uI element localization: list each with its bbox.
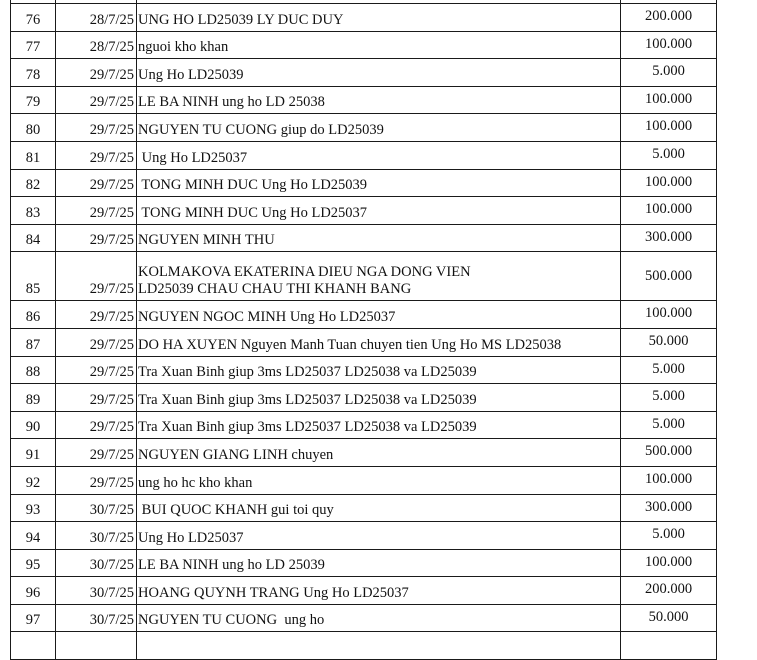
table-row xyxy=(11,384,717,412)
row-amount: 5.000 xyxy=(621,384,717,412)
row-number: 78 xyxy=(11,59,56,87)
cell-partial xyxy=(137,632,621,660)
row-number: 76 xyxy=(11,4,56,32)
row-amount: 100.000 xyxy=(621,169,717,197)
row-description: Ung Ho LD25037 xyxy=(137,141,621,169)
row-description xyxy=(137,252,621,301)
row-number: 77 xyxy=(11,31,56,59)
row-date: 29/7/25 xyxy=(56,252,137,301)
row-date: 30/7/25 xyxy=(56,604,137,632)
row-amount: 300.000 xyxy=(621,494,717,522)
row-date: 29/7/25 xyxy=(56,169,137,197)
row-amount: 100.000 xyxy=(621,197,717,225)
table-row xyxy=(11,577,717,605)
row-number: 87 xyxy=(11,328,56,356)
table-row xyxy=(11,197,717,225)
row-number: 92 xyxy=(11,466,56,494)
row-amount: 5.000 xyxy=(621,59,717,87)
row-description: Tra Xuan Binh giup 3ms LD25037 LD25038 va LD25039 xyxy=(137,356,621,384)
row-amount: 100.000 xyxy=(621,301,717,329)
row-date: 29/7/25 xyxy=(56,59,137,87)
row-number: 91 xyxy=(11,439,56,467)
ledger-table xyxy=(10,0,717,660)
row-description: nguoi kho khan xyxy=(137,31,621,59)
row-amount: 5.000 xyxy=(621,411,717,439)
row-description: Tra Xuan Binh giup 3ms LD25037 LD25038 va LD25039 xyxy=(137,411,621,439)
table-row xyxy=(11,169,717,197)
row-date: 30/7/25 xyxy=(56,577,137,605)
row-description: LE BA NINH ung ho LD 25038 xyxy=(137,86,621,114)
row-date: 28/7/25 xyxy=(56,4,137,32)
table-row xyxy=(11,141,717,169)
table-row xyxy=(11,86,717,114)
row-date: 29/7/25 xyxy=(56,301,137,329)
table-row xyxy=(11,411,717,439)
table-row xyxy=(11,328,717,356)
row-date: 28/7/25 xyxy=(56,31,137,59)
row-description: Tra Xuan Binh giup 3ms LD25037 LD25038 va LD25039 xyxy=(137,384,621,412)
row-amount: 500.000 xyxy=(621,439,717,467)
row-amount: 50.000 xyxy=(621,604,717,632)
row-description: UNG HO LD25039 LY DUC DUY xyxy=(137,4,621,32)
row-date: 30/7/25 xyxy=(56,522,137,550)
cell-partial xyxy=(11,632,56,660)
row-description: NGUYEN NGOC MINH Ung Ho LD25037 xyxy=(137,301,621,329)
row-date: 29/7/25 xyxy=(56,224,137,252)
row-date: 29/7/25 xyxy=(56,466,137,494)
row-description: LE BA NINH ung ho LD 25039 xyxy=(137,549,621,577)
table-row xyxy=(11,549,717,577)
table-row xyxy=(11,31,717,59)
table-row xyxy=(11,494,717,522)
row-number: 90 xyxy=(11,411,56,439)
row-description: NGUYEN TU CUONG ung ho xyxy=(137,604,621,632)
row-date: 29/7/25 xyxy=(56,356,137,384)
row-amount: 100.000 xyxy=(621,86,717,114)
row-amount: 5.000 xyxy=(621,356,717,384)
row-date: 29/7/25 xyxy=(56,114,137,142)
row-description: Ung Ho LD25039 xyxy=(137,59,621,87)
row-description: NGUYEN TU CUONG giup do LD25039 xyxy=(137,114,621,142)
row-number: 83 xyxy=(11,197,56,225)
row-number: 97 xyxy=(11,604,56,632)
row-number: 94 xyxy=(11,522,56,550)
table-row xyxy=(11,4,717,32)
row-description: NGUYEN MINH THU xyxy=(137,224,621,252)
row-date: 29/7/25 xyxy=(56,328,137,356)
row-date: 29/7/25 xyxy=(56,141,137,169)
row-date: 30/7/25 xyxy=(56,549,137,577)
row-number: 93 xyxy=(11,494,56,522)
row-description: BUI QUOC KHANH gui toi quy xyxy=(137,494,621,522)
table-row-partial xyxy=(11,632,717,660)
row-description: ung ho hc kho khan xyxy=(137,466,621,494)
row-description-line-2: LD25039 CHAU CHAU THI KHANH BANG xyxy=(138,281,412,298)
row-number: 79 xyxy=(11,86,56,114)
ledger-body xyxy=(11,0,717,660)
row-amount: 500.000 xyxy=(621,252,717,301)
row-description: TONG MINH DUC Ung Ho LD25039 xyxy=(137,169,621,197)
row-amount: 200.000 xyxy=(621,4,717,32)
table-row xyxy=(11,439,717,467)
table-row xyxy=(11,356,717,384)
table-row xyxy=(11,114,717,142)
row-number: 82 xyxy=(11,169,56,197)
row-description: NGUYEN GIANG LINH chuyen xyxy=(137,439,621,467)
row-amount: 50.000 xyxy=(621,328,717,356)
row-amount: 100.000 xyxy=(621,114,717,142)
row-date: 29/7/25 xyxy=(56,439,137,467)
row-date: 29/7/25 xyxy=(56,197,137,225)
row-number: 80 xyxy=(11,114,56,142)
row-number: 85 xyxy=(11,252,56,301)
row-description: DO HA XUYEN Nguyen Manh Tuan chuyen tien Ung Ho MS LD25038 xyxy=(137,328,621,356)
row-date: 29/7/25 xyxy=(56,411,137,439)
row-number: 96 xyxy=(11,577,56,605)
row-number: 84 xyxy=(11,224,56,252)
cell-partial xyxy=(56,632,137,660)
table-row xyxy=(11,466,717,494)
row-description: Ung Ho LD25037 xyxy=(137,522,621,550)
row-number: 88 xyxy=(11,356,56,384)
donation-ledger-table xyxy=(10,0,716,660)
table-row xyxy=(11,604,717,632)
row-amount: 100.000 xyxy=(621,549,717,577)
row-date: 29/7/25 xyxy=(56,86,137,114)
row-amount: 5.000 xyxy=(621,141,717,169)
table-row xyxy=(11,522,717,550)
row-amount: 200.000 xyxy=(621,577,717,605)
row-date: 30/7/25 xyxy=(56,494,137,522)
row-number: 86 xyxy=(11,301,56,329)
row-description-line-1: KOLMAKOVA EKATERINA DIEU NGA DONG VIEN xyxy=(138,264,471,281)
row-date: 29/7/25 xyxy=(56,384,137,412)
row-number: 95 xyxy=(11,549,56,577)
row-amount: 100.000 xyxy=(621,31,717,59)
row-number: 81 xyxy=(11,141,56,169)
table-row xyxy=(11,252,717,301)
row-number: 89 xyxy=(11,384,56,412)
table-row xyxy=(11,301,717,329)
table-row xyxy=(11,224,717,252)
table-row xyxy=(11,59,717,87)
row-description: TONG MINH DUC Ung Ho LD25037 xyxy=(137,197,621,225)
row-amount: 5.000 xyxy=(621,522,717,550)
row-description: HOANG QUYNH TRANG Ung Ho LD25037 xyxy=(137,577,621,605)
row-amount: 100.000 xyxy=(621,466,717,494)
cell-partial xyxy=(621,632,717,660)
row-amount: 300.000 xyxy=(621,224,717,252)
